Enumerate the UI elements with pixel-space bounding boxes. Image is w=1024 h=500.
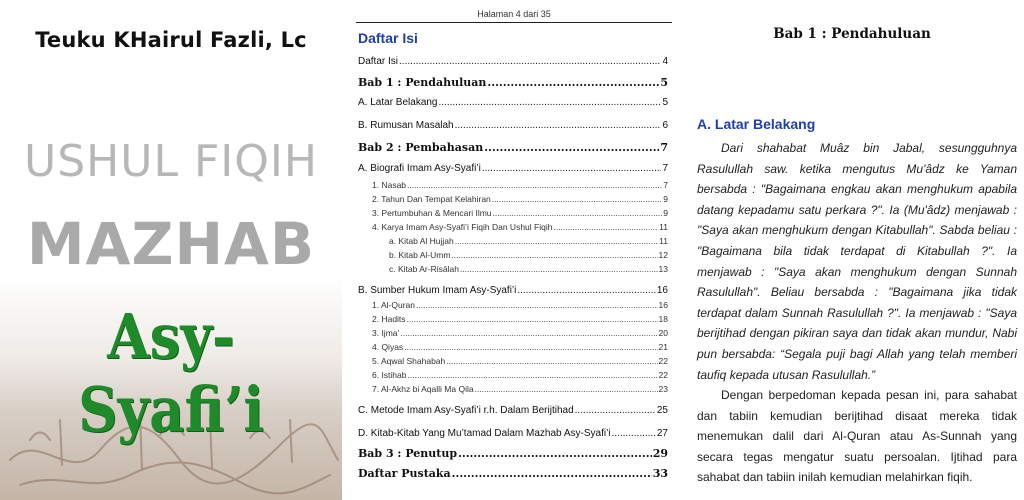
- toc-entry-page: 23: [658, 384, 668, 394]
- toc-entry[interactable]: [372, 370, 668, 380]
- toc-dot-leader: [404, 342, 657, 352]
- toc-entry-label: A. Biografi Imam Asy-Syafi’i: [358, 163, 481, 174]
- chapter-page: [680, 0, 1024, 500]
- toc-entry-page: 12: [658, 250, 668, 260]
- toc-entry-label: c. Kitab Ar-Risālah: [389, 264, 459, 274]
- toc-entry[interactable]: [372, 222, 668, 232]
- toc-dot-leader: [460, 264, 658, 274]
- toc-entry-page: 4: [662, 56, 668, 67]
- toc-entry-page: 5: [662, 97, 668, 108]
- toc-entry-page: 13: [658, 264, 668, 274]
- toc-dot-leader: [487, 76, 659, 89]
- toc-entry-page: 22: [658, 370, 668, 380]
- section-heading: A. Latar Belakang: [697, 116, 816, 132]
- toc-entry-page: 7: [663, 180, 668, 190]
- toc-dot-leader: [451, 250, 657, 260]
- table-of-contents-page: [342, 0, 680, 500]
- toc-entry[interactable]: [372, 208, 668, 218]
- toc-entry-page: 9: [663, 194, 668, 204]
- toc-dot-leader: [400, 328, 657, 338]
- toc-entry-label: 4. Karya Imam Asy-Syafi’i Fiqih Dan Ushul Fiqih: [372, 222, 553, 232]
- toc-entry[interactable]: [372, 194, 668, 204]
- toc-entry-page: 6: [662, 120, 668, 131]
- toc-dot-leader: [612, 428, 656, 439]
- toc-entry-label: 3. Pertumbuhan & Mencari Ilmu: [372, 208, 492, 218]
- toc-entry[interactable]: [389, 250, 668, 260]
- book-title-line-3: Asy-Syafi’i: [78, 300, 264, 446]
- toc-dot-leader: [484, 141, 659, 154]
- toc-entry[interactable]: [372, 180, 668, 190]
- toc-entry-page: 9: [663, 208, 668, 218]
- toc-entry-label: 4. Qiyas: [372, 342, 404, 352]
- toc-entry[interactable]: [358, 467, 668, 480]
- toc-dot-leader: [455, 236, 658, 246]
- toc-entry-label: Bab 1 : Pendahuluan: [358, 76, 487, 89]
- toc-entry-label: C. Metode Imam Asy-Syafi’i r.h. Dalam Berijtihad: [358, 405, 574, 416]
- book-title-line-1: USHUL FIQIH: [24, 136, 318, 187]
- toc-dot-leader: [493, 208, 663, 218]
- toc-entry-page: 25: [656, 405, 668, 416]
- toc-entry[interactable]: [389, 264, 668, 274]
- toc-entry[interactable]: [372, 342, 668, 352]
- toc-dot-leader: [452, 467, 652, 480]
- toc-title: Daftar Isi: [358, 30, 418, 46]
- toc-entry[interactable]: [358, 447, 668, 460]
- toc-entry-page: 16: [656, 285, 668, 296]
- toc-entry-page: 27: [656, 428, 668, 439]
- toc-entry-page: 11: [659, 222, 668, 232]
- toc-entry-label: b. Kitab Al-Umm: [389, 250, 451, 260]
- toc-entry-label: B. Rumusan Masalah: [358, 120, 454, 131]
- toc-entry-page: 16: [658, 300, 668, 310]
- book-author: Teuku KHairul Fazli, Lc: [35, 28, 307, 52]
- toc-dot-leader: [575, 405, 656, 416]
- toc-entry-page: 21: [658, 342, 668, 352]
- toc-entry[interactable]: [372, 384, 668, 394]
- page-number-header: Halaman 4 dari 35: [356, 9, 672, 23]
- toc-dot-leader: [407, 314, 658, 324]
- toc-entry[interactable]: [358, 428, 668, 439]
- toc-entry-label: Bab 2 : Pembahasan: [358, 141, 484, 154]
- toc-entry[interactable]: [358, 97, 668, 108]
- toc-entry-label: 1. Nasab: [372, 180, 407, 190]
- toc-dot-leader: [458, 447, 652, 460]
- toc-entry-page: 18: [658, 314, 668, 324]
- toc-entry-label: 3. Ijma’: [372, 328, 400, 338]
- paragraph-hadith: Dari shahabat Muâz bin Jabal, sesungguhnya Rasulullah saw. ketika mengutus Mu'âdz ke Yaman bersabda : "Bagaimana engkau akan menghukum apabila datang kepadamu satu perkara ?". Ia (Mu'âdz) menjawab : "Saya akan menghukum dengan Kitabullah". Sabda beliau : "Bagaimana bila tidak terdapat di Kitabullah ?". Ia menjawab : "Saya akan menghukum dengan Sunnah Rasulullah". Beliau bersabda : "Bagaimana jika tidak terdapat dalam Sunnah Rasulullah ?". Ia menjawab : "Saya berijtihad dengan pikiran saya dan tidak akan mundur, Nabi pun bersabda: “Segala puji bagi Allah yang telah memberi taufiq kepada utusan Rasulullah.”: [697, 141, 1017, 382]
- toc-entry[interactable]: [358, 285, 668, 296]
- toc-entry-label: 2. Tahun Dan Tempat Kelahiran: [372, 194, 491, 204]
- toc-dot-leader: [482, 163, 662, 174]
- toc-entry-label: 2. Hadits: [372, 314, 406, 324]
- toc-dot-leader: [416, 300, 658, 310]
- toc-entry-page: 5: [660, 76, 668, 89]
- toc-dot-leader: [553, 222, 658, 232]
- toc-entry-label: 1. Al-Quran: [372, 300, 415, 310]
- toc-entry[interactable]: [372, 328, 668, 338]
- toc-entry-page: 33: [652, 467, 668, 480]
- toc-entry[interactable]: [358, 141, 668, 154]
- toc-entry-label: Bab 3 : Penutup: [358, 447, 458, 460]
- toc-dot-leader: [475, 384, 658, 394]
- toc-entry-label: Daftar Pustaka: [358, 467, 451, 480]
- toc-dot-leader: [408, 370, 658, 380]
- toc-entry-page: 22: [658, 356, 668, 366]
- toc-entry[interactable]: [358, 405, 668, 416]
- toc-entry-label: A. Latar Belakang: [358, 97, 438, 108]
- toc-entry-label: a. Kitab Al Hujjah: [389, 236, 454, 246]
- toc-entry-page: 7: [660, 141, 668, 154]
- toc-entry[interactable]: [358, 163, 668, 174]
- toc-entry-label: B. Sumber Hukum Imam Asy-Syafi’i: [358, 285, 517, 296]
- paragraph-body: Dengan berpedoman kepada pesan ini, para sahabat dan tabiin kemudian berijtihad disaat mereka tidak menemukan dalil dari Al-Quran atau As-Sunnah yang secara tegas mengatur suatu persoalan. Ijtihad para sahabat dan tabiin inilah kemudian melahirkan fiqih.: [697, 388, 1017, 485]
- toc-dot-leader: [399, 56, 661, 67]
- toc-dot-leader: [455, 120, 662, 131]
- toc-entry[interactable]: [372, 300, 668, 310]
- toc-entry-label: 5. Aqwal Shahabah: [372, 356, 446, 366]
- toc-dot-leader: [517, 285, 656, 296]
- chapter-title: Bab 1 : Pendahuluan: [773, 26, 931, 42]
- toc-entry[interactable]: [389, 236, 668, 246]
- toc-entry-page: 7: [662, 163, 668, 174]
- toc-dot-leader: [446, 356, 657, 366]
- toc-entry-label: 6. Istihab: [372, 370, 407, 380]
- toc-entry[interactable]: [372, 314, 668, 324]
- toc-entry-page: 11: [659, 236, 668, 246]
- toc-dot-leader: [492, 194, 662, 204]
- toc-entry[interactable]: [358, 56, 668, 67]
- toc-entry[interactable]: [358, 76, 668, 89]
- toc-dot-leader: [439, 97, 662, 108]
- toc-entry-page: 29: [652, 447, 668, 460]
- toc-entry-label: 7. Al-Akhz bi Aqalli Ma Qila: [372, 384, 474, 394]
- book-cover: [0, 0, 342, 500]
- toc-entry-page: 20: [658, 328, 668, 338]
- toc-entry[interactable]: [358, 120, 668, 131]
- toc-entry-label: Daftar Isi: [358, 56, 399, 67]
- toc-entry[interactable]: [372, 356, 668, 366]
- toc-entry-label: D. Kitab-Kitab Yang Mu’tamad Dalam Mazhab Asy-Syafi’i: [358, 428, 611, 439]
- toc-dot-leader: [407, 180, 662, 190]
- book-title-line-2: MAZHAB: [26, 210, 316, 278]
